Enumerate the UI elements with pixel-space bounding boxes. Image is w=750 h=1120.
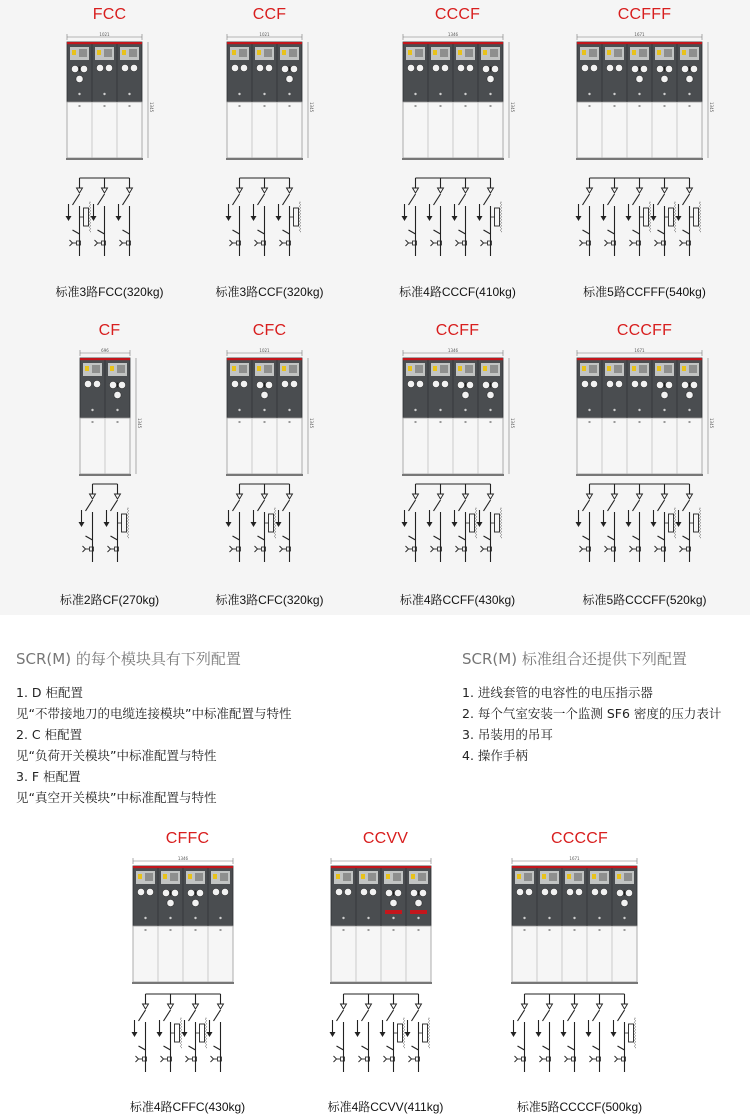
right-config-list: [462, 682, 721, 766]
svg-text:1671: 1671: [634, 348, 645, 353]
single-line-diagram: [63, 172, 156, 264]
svg-text:1345: 1345: [149, 102, 154, 113]
right-section-title: SCR(M) 标准组合还提供下列配置: [462, 650, 687, 668]
configuration-code: CF: [98, 322, 121, 339]
svg-text:1345: 1345: [509, 102, 515, 113]
cabinet-front-view: [327, 856, 445, 988]
svg-text:1021: 1021: [99, 32, 110, 37]
cabinet-front-view: [573, 348, 716, 480]
configuration-caption: 标准4路CCVV(411kg): [327, 1100, 444, 1114]
configuration-ccf: [215, 6, 324, 299]
single-line-diagram: [573, 172, 716, 264]
configuration-caption: 标准4路CFFC(430kg): [129, 1100, 246, 1114]
svg-text:1346: 1346: [447, 348, 458, 353]
left-list-line: 见“真空开关模块”中标准配置与特性: [16, 790, 217, 805]
configuration-cccff: [573, 322, 716, 607]
cabinet-front-view: [76, 348, 144, 480]
svg-text:1671: 1671: [634, 32, 645, 37]
svg-text:1345: 1345: [309, 102, 314, 113]
configuration-ccfff: [573, 6, 716, 299]
svg-text:1345: 1345: [309, 418, 314, 429]
svg-text:696: 696: [100, 348, 109, 353]
single-line-diagram: [327, 988, 445, 1080]
single-line-diagram: [129, 988, 247, 1080]
configuration-caption: 标准5路CCCFF(520kg): [582, 593, 707, 607]
cabinet-front-view: [399, 348, 517, 480]
configuration-ccccf: [508, 830, 651, 1114]
configuration-code: FCC: [92, 6, 127, 23]
cabinet-front-view: [508, 856, 651, 988]
configuration-code: CCCCF: [551, 830, 608, 847]
left-section-title: SCR(M) 的每个模块具有下列配置: [16, 650, 241, 668]
configuration-cccf: [399, 6, 517, 299]
left-list-line: 见“不带接地刀的电缆连接模块”中标准配置与特性: [16, 706, 292, 721]
configuration-ccff: [399, 322, 517, 607]
configuration-fcc: [55, 6, 164, 299]
configuration-cfc: [215, 322, 324, 607]
right-list-line: 1. 进线套管的电容性的电压指示器: [462, 685, 653, 700]
cabinet-front-view: [573, 32, 716, 164]
cabinet-front-view: [223, 32, 316, 164]
configuration-code: CCCFF: [616, 322, 673, 339]
configuration-caption: 标准5路CCCCF(500kg): [516, 1100, 643, 1114]
single-line-diagram: [573, 478, 716, 570]
single-line-diagram: [223, 172, 316, 264]
configuration-code: CCCF: [434, 6, 481, 23]
cabinet-front-view: [63, 32, 156, 164]
svg-text:1021: 1021: [259, 32, 270, 37]
right-list-line: 2. 每个气室安装一个监测 SF6 密度的压力表计: [462, 706, 722, 721]
configuration-caption: 标准4路CCFF(430kg): [399, 593, 516, 607]
single-line-diagram: [399, 172, 517, 264]
left-config-list: [16, 682, 291, 808]
left-list-line: 2. C 柜配置: [16, 727, 83, 742]
cabinet-front-view: [129, 856, 247, 988]
single-line-diagram: [508, 988, 651, 1080]
single-line-diagram: [76, 478, 144, 570]
right-list-line: 4. 操作手柄: [462, 748, 528, 763]
single-line-diagram: [223, 478, 316, 570]
configuration-code: CFC: [252, 322, 287, 339]
configuration-caption: 标准3路CFC(320kg): [215, 593, 324, 607]
configuration-caption: 标准4路CCCF(410kg): [399, 285, 516, 299]
right-list-line: 3. 吊装用的吊耳: [462, 727, 553, 742]
left-list-line: 1. D 柜配置: [16, 685, 83, 700]
configuration-caption: 标准3路CCF(320kg): [215, 285, 324, 299]
configuration-code: CCFFF: [617, 6, 672, 23]
configuration-caption: 标准2路CF(270kg): [59, 593, 160, 607]
configuration-code: CCF: [252, 6, 287, 23]
svg-text:1346: 1346: [177, 856, 188, 861]
svg-text:1671: 1671: [569, 856, 580, 861]
svg-text:1021: 1021: [259, 348, 270, 353]
svg-text:1345: 1345: [509, 418, 515, 429]
configuration-code: CCVV: [362, 830, 409, 847]
svg-text:1345: 1345: [709, 418, 714, 429]
cabinet-front-view: [399, 32, 517, 164]
configuration-ccvv: [327, 830, 445, 1114]
left-list-line: 3. F 柜配置: [16, 769, 81, 784]
cabinet-front-view: [223, 348, 316, 480]
svg-text:1345: 1345: [709, 102, 714, 113]
svg-text:1346: 1346: [447, 32, 458, 37]
svg-text:1345: 1345: [136, 418, 142, 429]
configuration-caption: 标准3路FCC(320kg): [55, 285, 164, 299]
single-line-diagram: [399, 478, 517, 570]
configuration-code: CFFC: [165, 830, 210, 847]
configuration-cffc: [129, 830, 247, 1114]
configuration-cf: [59, 322, 160, 607]
configuration-caption: 标准5路CCFFF(540kg): [583, 285, 706, 299]
left-list-line: 见“负荷开关模块”中标准配置与特性: [16, 748, 217, 763]
configuration-code: CCFF: [435, 322, 480, 339]
